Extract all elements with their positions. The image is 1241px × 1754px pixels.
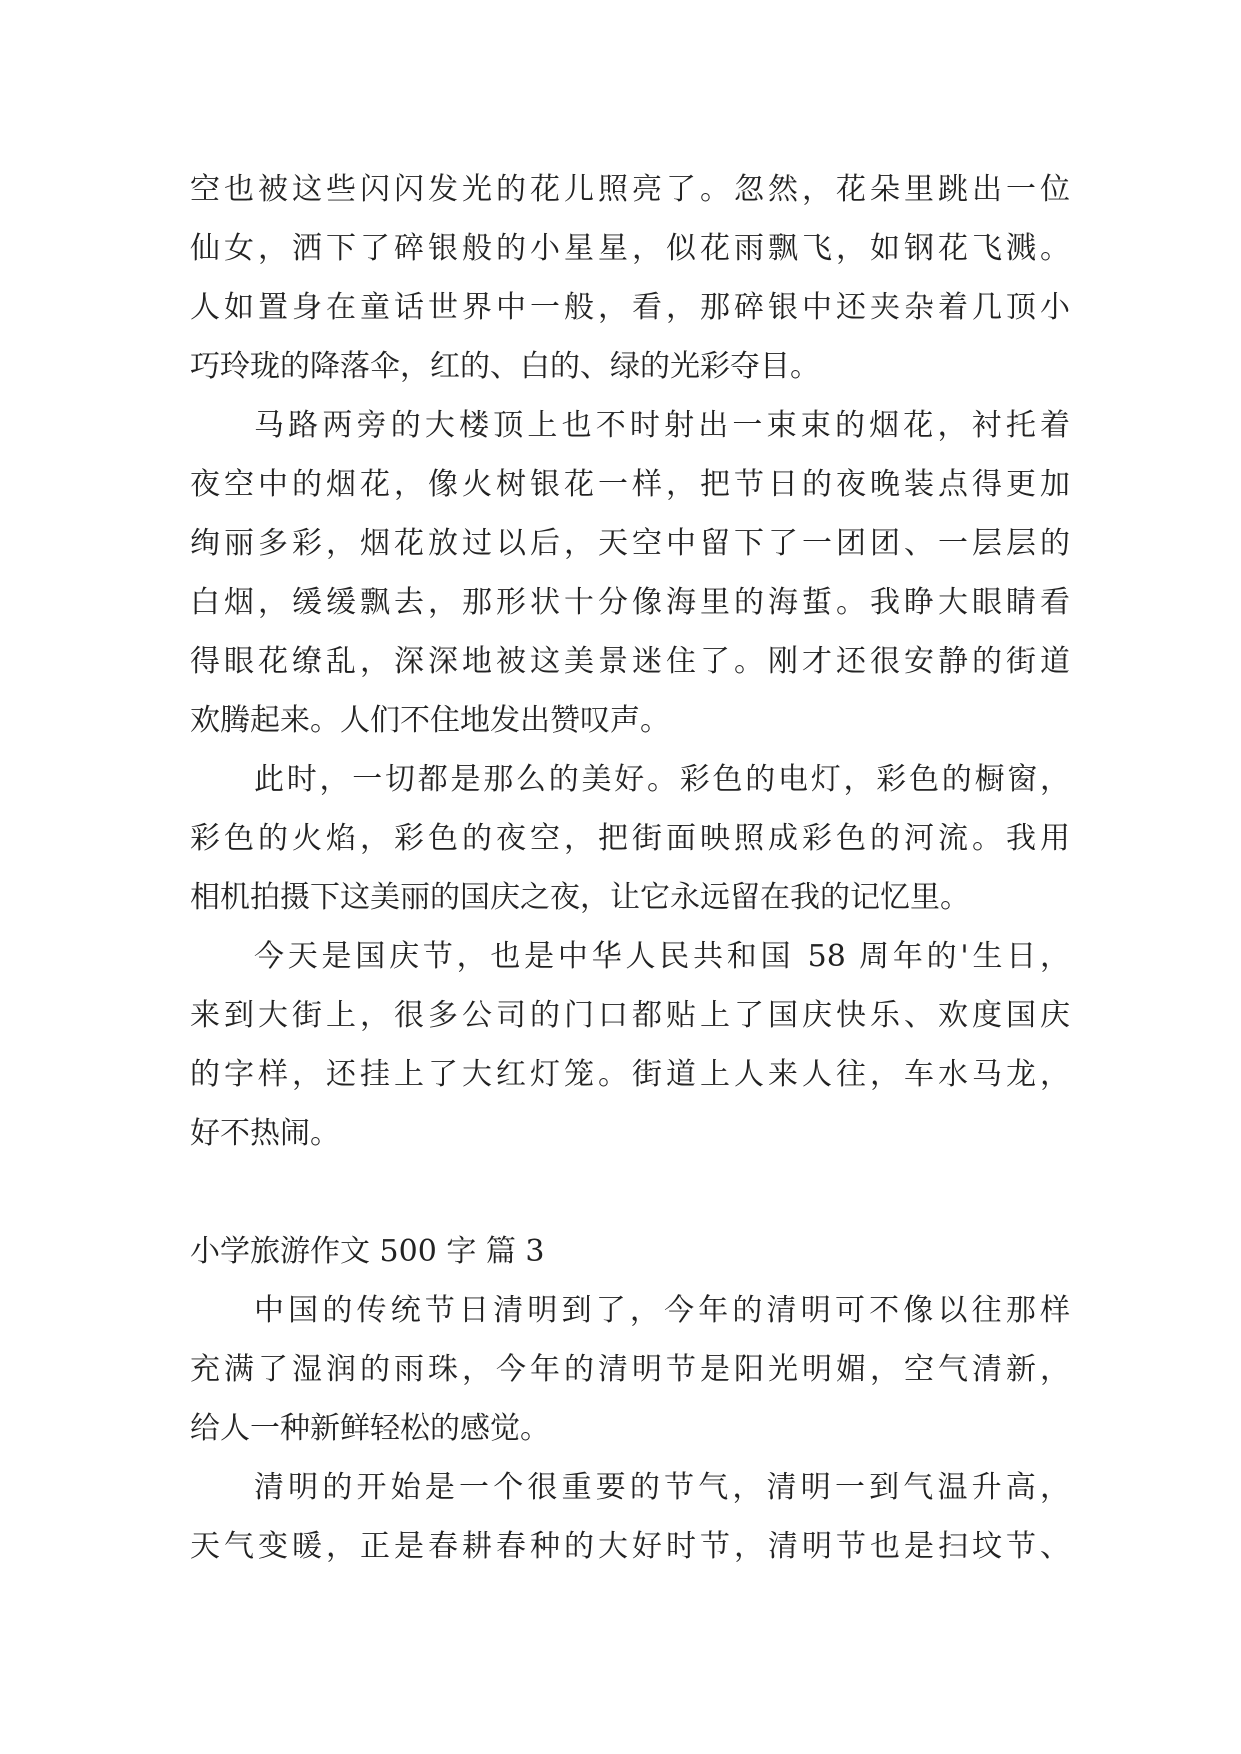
text-line: 中国的传统节日清明到了，今年的清明可不像以往那样 [254,1293,1070,1328]
text-line: 来到大街上，很多公司的门口都贴上了国庆快乐、欢度国庆 [190,998,1070,1033]
text-line: 彩色的火焰，彩色的夜空，把街面映照成彩色的河流。我用 [190,821,1070,856]
text-line: 巧玲珑的降落伞，红的、白的、绿的光彩夺目。 [190,349,820,384]
text-line: 今天是国庆节，也是中华人民共和国 58 周年的'生日， [254,939,1070,974]
text-line: 人如置身在童话世界中一般，看，那碎银中还夹杂着几顶小 [190,290,1070,325]
text-line: 欢腾起来。人们不住地发出赞叹声。 [190,703,670,738]
paragraph [190,1281,1070,1458]
section-spacer [190,1163,1070,1222]
text-line: 绚丽多彩，烟花放过以后，天空中留下了一团团、一层层的 [190,526,1070,561]
text-line: 白烟，缓缓飘去，那形状十分像海里的海蜇。我睁大眼睛看 [190,585,1070,620]
text-line: 给人一种新鲜轻松的感觉。 [190,1411,550,1446]
paragraph [190,927,1070,1163]
paragraph [190,396,1070,750]
text-line: 仙女，洒下了碎银般的小星星，似花雨飘飞，如钢花飞溅。 [190,231,1070,266]
section-heading: 小学旅游作文 500 字 篇 3 [190,1234,545,1269]
text-line: 清明的开始是一个很重要的节气，清明一到气温升高， [254,1470,1070,1505]
text-line: 此时，一切都是那么的美好。彩色的电灯，彩色的橱窗， [254,762,1070,797]
text-line: 相机拍摄下这美丽的国庆之夜，让它永远留在我的记忆里。 [190,880,970,915]
text-line: 好不热闹。 [190,1116,340,1151]
paragraph [190,160,1070,396]
document-body [190,160,1070,1576]
text-line: 天气变暖，正是春耕春种的大好时节，清明节也是扫坟节、 [190,1529,1070,1564]
text-line: 得眼花缭乱，深深地被这美景迷住了。刚才还很安静的街道 [190,644,1070,679]
paragraph [190,1458,1070,1576]
text-line: 的字样，还挂上了大红灯笼。街道上人来人往，车水马龙， [190,1057,1070,1092]
text-line: 充满了湿润的雨珠，今年的清明节是阳光明媚，空气清新， [190,1352,1070,1387]
text-line: 夜空中的烟花，像火树银花一样，把节日的夜晚装点得更加 [190,467,1070,502]
text-line: 马路两旁的大楼顶上也不时射出一束束的烟花，衬托着 [254,408,1070,443]
paragraph [190,750,1070,927]
text-line: 空也被这些闪闪发光的花儿照亮了。忽然，花朵里跳出一位 [190,172,1070,207]
